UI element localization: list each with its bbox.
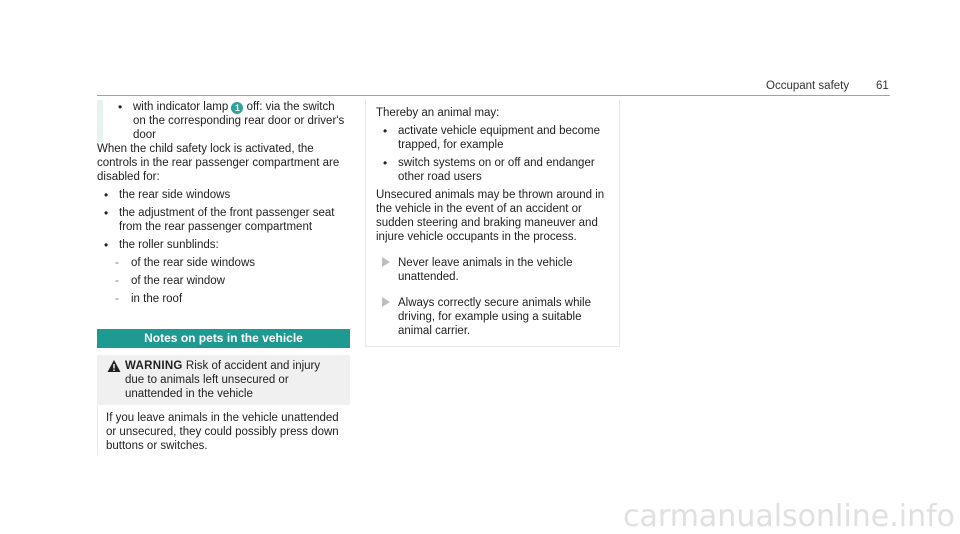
action-text: Never leave animals in the vehicle unattended. bbox=[398, 257, 573, 283]
bullet-icon: • bbox=[118, 100, 123, 114]
warning-continuation-box bbox=[365, 100, 620, 347]
bullet-icon: • bbox=[104, 206, 109, 220]
bullet-icon: • bbox=[104, 188, 109, 202]
list-item-text: the rear side windows bbox=[119, 189, 231, 201]
running-header: Occupant safety bbox=[766, 80, 850, 92]
warning-header bbox=[97, 355, 350, 405]
item-text-before: with indicator lamp bbox=[133, 101, 229, 113]
dash-icon: - bbox=[115, 257, 119, 269]
child-lock-paragraph: When the child safety lock is activated, the controls in the rear passenger compartment are disabled for: bbox=[97, 143, 340, 183]
sub-list-item bbox=[97, 274, 350, 288]
sub-list-item-text: in the roof bbox=[131, 293, 183, 305]
dash-icon: - bbox=[115, 293, 119, 305]
list-item bbox=[111, 100, 350, 142]
list-item-text: switch systems on or off and endanger other road users bbox=[398, 157, 595, 183]
list-item-text: the adjustment of the front passenger seat from the rear passenger compartment bbox=[119, 207, 335, 233]
bullet-icon: • bbox=[383, 156, 388, 170]
list-item bbox=[376, 124, 609, 152]
watermark: carmanualsonline.info bbox=[623, 499, 955, 534]
intro-line: Thereby an animal may: bbox=[376, 107, 500, 119]
warning-headline: Risk of accident and injury due to animals left unsecured or unattended in the vehicle bbox=[125, 360, 321, 400]
warning-box bbox=[97, 355, 350, 455]
action-arrow-icon bbox=[382, 257, 390, 267]
list-item-text: the roller sunblinds: bbox=[119, 239, 219, 251]
action-item bbox=[376, 256, 609, 284]
action-text: Always correctly secure animals while driving, for example using a suitable animal carrier. bbox=[398, 297, 592, 337]
list-item bbox=[97, 188, 350, 202]
section-title: Notes on pets in the vehicle bbox=[97, 329, 350, 348]
column-right bbox=[365, 100, 620, 347]
list-item bbox=[97, 238, 350, 252]
bullet-icon: • bbox=[383, 124, 388, 138]
action-arrow-icon bbox=[382, 297, 390, 307]
list-item bbox=[376, 156, 609, 184]
sub-list-item bbox=[97, 256, 350, 270]
warning-triangle-icon bbox=[107, 359, 121, 373]
item-text-after: off: via the switch on the corresponding rear door or driver's door bbox=[133, 101, 345, 141]
action-item bbox=[376, 296, 609, 338]
sub-list-item bbox=[97, 292, 350, 306]
page-number: 61 bbox=[876, 80, 889, 92]
list-item-text: activate vehicle equipment and become trapped, for example bbox=[398, 125, 601, 151]
bullet-icon: • bbox=[104, 238, 109, 252]
sub-list-item-text: of the rear window bbox=[131, 275, 225, 287]
continued-list bbox=[97, 100, 350, 142]
warning-text bbox=[105, 359, 342, 401]
warning-body: If you leave animals in the vehicle unattended or unsecured, they could possibly press down buttons or switches. bbox=[97, 405, 350, 455]
column-left bbox=[97, 100, 350, 306]
header-rule bbox=[97, 95, 890, 96]
unsecured-animals-paragraph: Unsecured animals may be thrown around in the vehicle in the event of an accident or sudden steering and braking maneuver and injure vehicle occupants in the process. bbox=[376, 189, 605, 243]
list-item bbox=[97, 206, 350, 234]
sub-list-item-text: of the rear side windows bbox=[131, 257, 256, 269]
indicator-lamp-callout-icon: 1 bbox=[231, 102, 243, 114]
dash-icon: - bbox=[115, 275, 119, 287]
warning-signal-word: WARNING bbox=[125, 360, 183, 372]
